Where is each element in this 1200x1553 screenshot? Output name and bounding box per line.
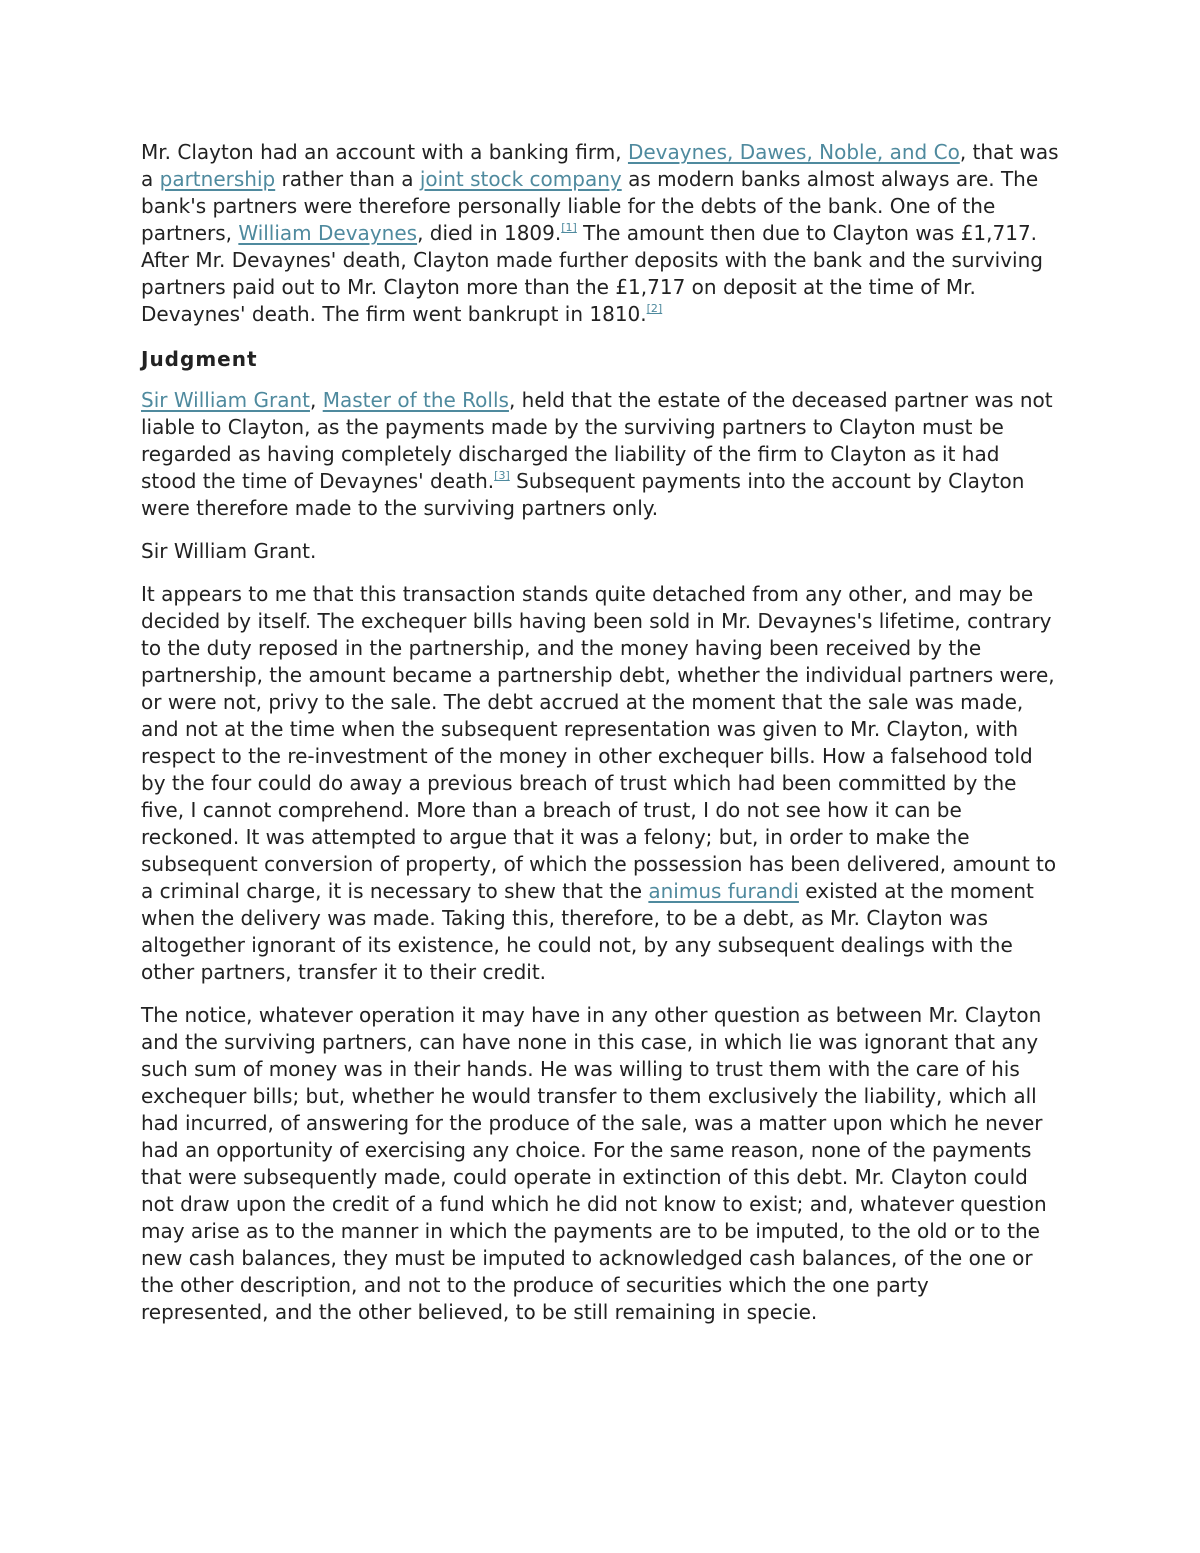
footnote-link-3[interactable]: [3] bbox=[494, 469, 510, 482]
footnote-link-2[interactable]: [2] bbox=[646, 302, 663, 315]
text-run: It appears to me that this transaction stands quite detached from any other, and may be decided by itself. The exchequer bills having been sold in Mr. Devaynes's lifetime, contrary to the duty reposed in the partnership, and the money having been received by the partnership, the amount became a partnership debt, whether the individual partners were, or were not, privy to the sale. The debt accrued at the moment that the sale was made, and not at the time when the subsequent representation was given to Mr. Clayton, with respect to the re-investment of the money in other exchequer bills. How a falsehood told by the four could do away a previous breach of trust which had been committed by the five, I cannot comprehend. More than a breach of trust, I do not see how it can be reckoned. It was attempted to argue that it was a felony; but, in order to make the subsequent conversion of property, of which the possession has been delivered, amount to a criminal charge, it is necessary to shew that the bbox=[141, 582, 1057, 903]
background-paragraph bbox=[141, 139, 1061, 328]
text-run: existed at the moment when the delivery was made. Taking this, therefore, to be a debt, as Mr. Clayton was altogether ignorant of its existence, he could not, by any subsequent dealings with the other partners, transfer it to their credit. bbox=[141, 879, 1034, 984]
text-run: The amount then due to Clayton was £1,717. After Mr. Devaynes' death, Clayton made further deposits with the bank and the surviving partners paid out to Mr. Clayton more than the £1,717 on deposit at the time of Mr. Devaynes' death. The firm went bankrupt in 1810. bbox=[141, 221, 1043, 326]
text-run: rather than a bbox=[275, 167, 420, 191]
text-run: , held that the estate of the deceased partner was not liable to Clayton, as the payments made by the surviving partners to Clayton must be regarded as having completely discharged the liability of the firm to Clayton as it had stood the time of Devaynes' death. bbox=[141, 388, 1053, 493]
footnote-ref-2 bbox=[647, 302, 663, 315]
text-run: , that was a bbox=[141, 140, 1059, 191]
link-william-devaynes[interactable]: William Devaynes bbox=[238, 221, 418, 245]
link-joint-stock-company[interactable]: joint stock company bbox=[419, 167, 622, 191]
speaker-line: Sir William Grant. bbox=[141, 539, 317, 563]
judgment-heading: Judgment bbox=[141, 347, 258, 371]
text-run: as modern banks almost always are. The bank's partners were therefore personally liable for the debts of the bank. One of the partners, bbox=[141, 167, 1039, 245]
text-run: Subsequent payments into the account by Clayton were therefore made to the surviving partners only. bbox=[141, 469, 1025, 520]
link-sir-william-grant[interactable]: Sir William Grant bbox=[141, 388, 310, 412]
text-run: Mr. Clayton had an account with a banking firm, bbox=[141, 140, 628, 164]
footnote-ref-1 bbox=[561, 221, 577, 234]
judgment-paragraph bbox=[141, 387, 1061, 522]
link-partnership[interactable]: partnership bbox=[159, 167, 276, 191]
footnote-link-1[interactable]: [1] bbox=[561, 221, 577, 234]
quote-paragraph-2: The notice, whatever operation it may have in any other question as between Mr. Clayton and the surviving partners, can have none in this case, in which lie was ignorant that any such sum of money was in their hands. He was willing to trust them with the care of his exchequer bills; but, whether he would transfer to them exclusively the liability, which all had incurred, of answering for the produce of the sale, was a matter upon which he never had an opportunity of exercising any choice. For the same reason, none of the payments that were subsequently made, could operate in extinction of this debt. Mr. Clayton could not draw upon the credit of a fund which he did not know to exist; and, whatever question may arise as to the manner in which the payments are to be imputed, to the old or to the new cash balances, they must be imputed to acknowledged cash balances, of the one or the other description, and not to the produce of securities which the one party represented, and the other believed, to be still remaining in specie. bbox=[141, 1003, 1047, 1324]
footnote-ref-3 bbox=[494, 469, 510, 482]
text-run: , died in 1809. bbox=[417, 221, 562, 245]
link-master-of-the-rolls[interactable]: Master of the Rolls bbox=[322, 388, 509, 412]
text-run: , bbox=[309, 388, 323, 412]
quote-paragraph-1 bbox=[141, 581, 1061, 986]
document-body bbox=[141, 139, 1061, 1342]
link-animus-furandi[interactable]: animus furandi bbox=[648, 879, 799, 903]
link-devaynes-dawes-noble[interactable]: Devaynes, Dawes, Noble, and Co bbox=[627, 140, 960, 164]
